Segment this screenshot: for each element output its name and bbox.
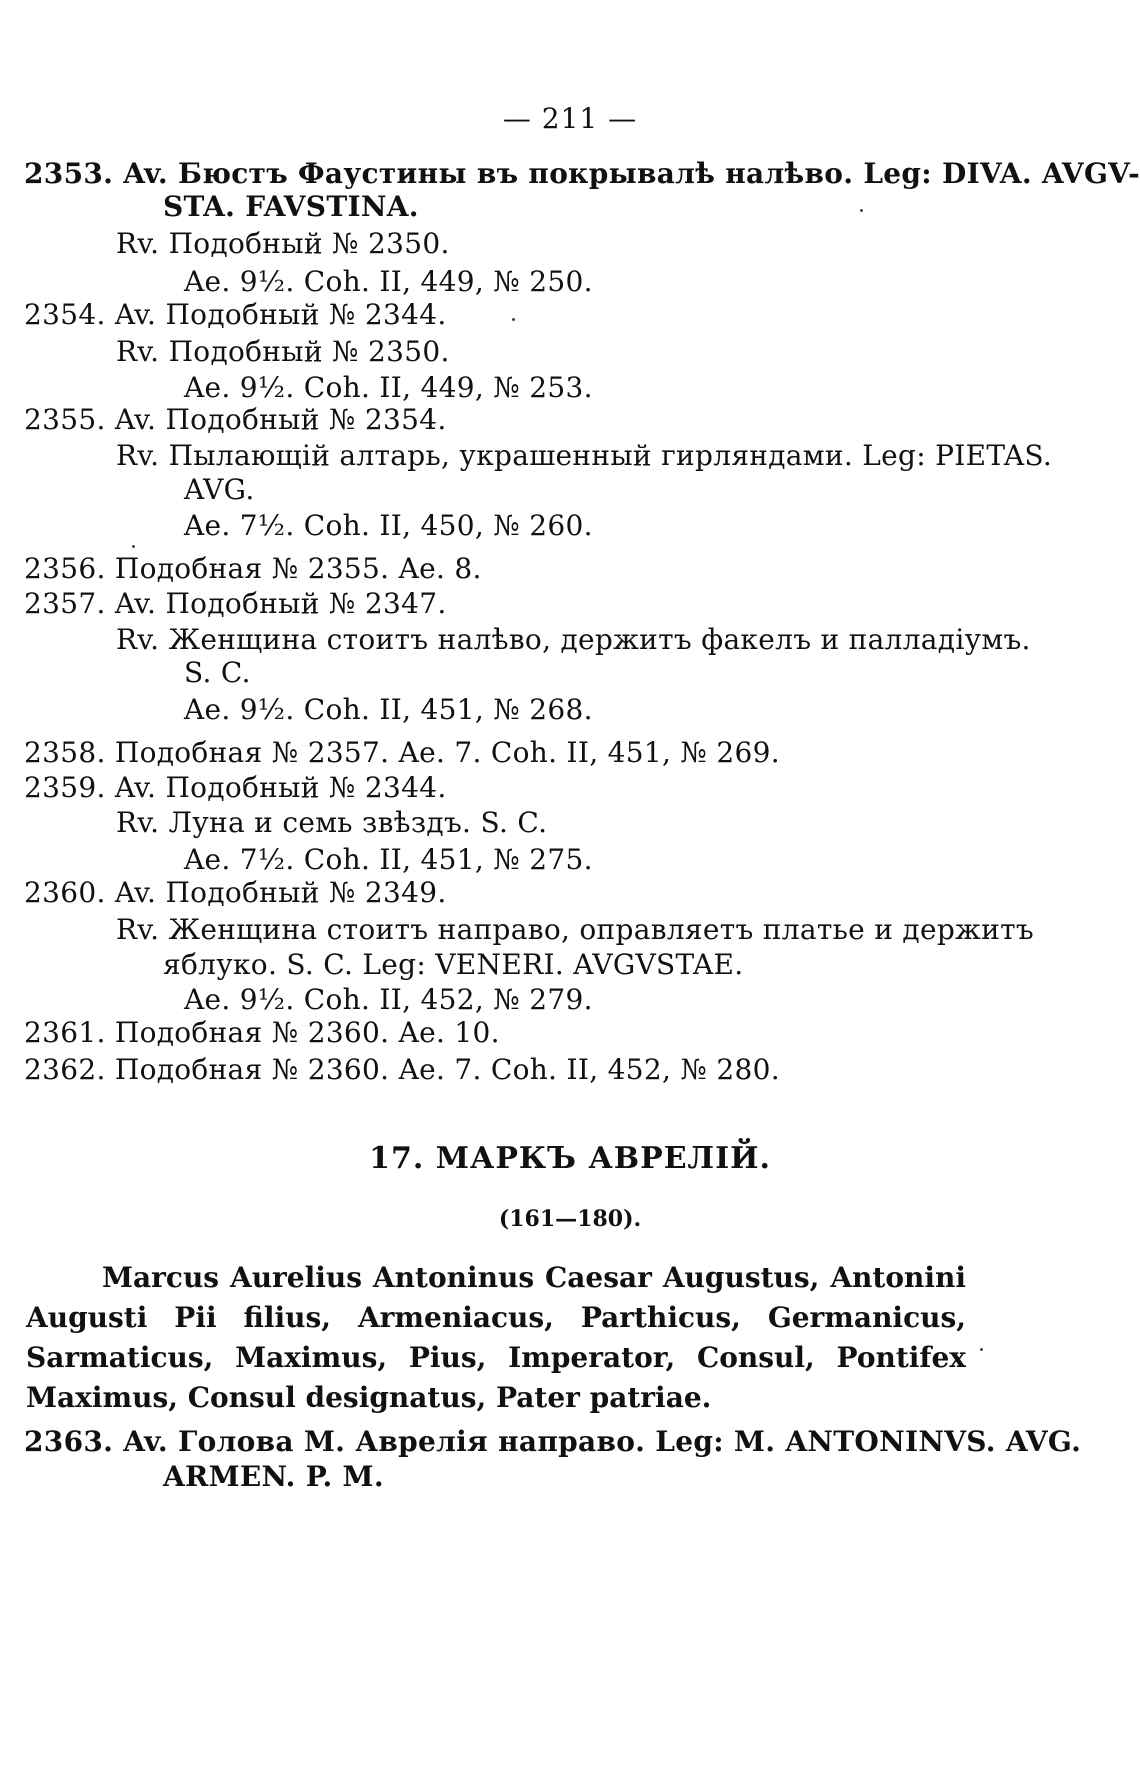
entry-line: 2360. Av. Подобный № 2349. bbox=[24, 876, 447, 909]
section-dates: (161—180). bbox=[498, 1206, 642, 1232]
entry-line: 2355. Av. Подобный № 2354. bbox=[24, 403, 447, 436]
entry-line: Ae. 9½. Coh. II, 452, № 279. bbox=[184, 983, 593, 1016]
section-intro-text: Marcus Aurelius Antoninus Caesar Augustus, Antonini Augusti Pii filius, Armeniacus, Parthicus, Germanicus, Sarmaticus, Maximus, Pius, Imperator, Consul, Pontifex Maximus, Consul designatus, Pater patriae. bbox=[26, 1261, 966, 1414]
entry-line: 2363. Av. Голова М. Аврелія направо. Leg: M. ANTONINVS. AVG. bbox=[24, 1425, 1082, 1458]
section-heading: 17. МАРКЪ АВРЕЛІЙ. bbox=[369, 1141, 771, 1176]
entry-line: 2362. Подобная № 2360. Ae. 7. Coh. II, 452, № 280. bbox=[24, 1053, 780, 1086]
entry-line: Rv. Женщина стоитъ налѣво, держитъ факелъ и палладіумъ. bbox=[116, 623, 1031, 656]
entry-line: Rv. Подобный № 2350. bbox=[116, 227, 450, 260]
entry-line: 2357. Av. Подобный № 2347. bbox=[24, 587, 447, 620]
print-speck bbox=[512, 318, 515, 321]
entry-line: Ae. 7½. Coh. II, 451, № 275. bbox=[184, 843, 593, 876]
entry-line: 2358. Подобная № 2357. Ae. 7. Coh. II, 451, № 269. bbox=[24, 736, 780, 769]
entry-line: Rv. Подобный № 2350. bbox=[116, 335, 450, 368]
entry-line: Ae. 9½. Coh. II, 449, № 250. bbox=[184, 265, 593, 298]
entry-line: Ae. 7½. Coh. II, 450, № 260. bbox=[184, 509, 593, 542]
entry-line: Ae. 9½. Coh. II, 449, № 253. bbox=[184, 371, 593, 404]
entry-line: ARMEN. P. M. bbox=[163, 1460, 384, 1493]
print-speck bbox=[132, 545, 135, 548]
entry-line: Ae. 9½. Coh. II, 451, № 268. bbox=[184, 693, 593, 726]
entry-line: S. C. bbox=[184, 656, 251, 689]
section-intro bbox=[26, 1258, 966, 1418]
print-speck bbox=[860, 209, 863, 212]
entry-line: STA. FAVSTINA. bbox=[163, 190, 419, 223]
entry-line: 2359. Av. Подобный № 2344. bbox=[24, 771, 447, 804]
entry-line: яблуко. S. C. Leg: VENERI. AVGVSTAE. bbox=[163, 948, 744, 981]
entry-line: Rv. Луна и семь звѣздъ. S. C. bbox=[116, 806, 548, 839]
print-speck bbox=[980, 1348, 983, 1351]
entry-line: 2361. Подобная № 2360. Ae. 10. bbox=[24, 1016, 500, 1049]
page-number: — 211 — bbox=[502, 102, 638, 135]
entry-line: 2353. Av. Бюстъ Фаустины въ покрывалѣ налѣво. Leg: DIVA. AVGV- bbox=[24, 157, 1140, 190]
entry-line: 2356. Подобная № 2355. Ae. 8. bbox=[24, 552, 482, 585]
entry-line: Rv. Пылающій алтарь, украшенный гирляндами. Leg: PIETAS. bbox=[116, 439, 1053, 472]
entry-line: AVG. bbox=[184, 473, 255, 506]
entry-line: Rv. Женщина стоитъ направо, оправляетъ платье и держитъ bbox=[116, 913, 1034, 946]
entry-line: 2354. Av. Подобный № 2344. bbox=[24, 298, 447, 331]
